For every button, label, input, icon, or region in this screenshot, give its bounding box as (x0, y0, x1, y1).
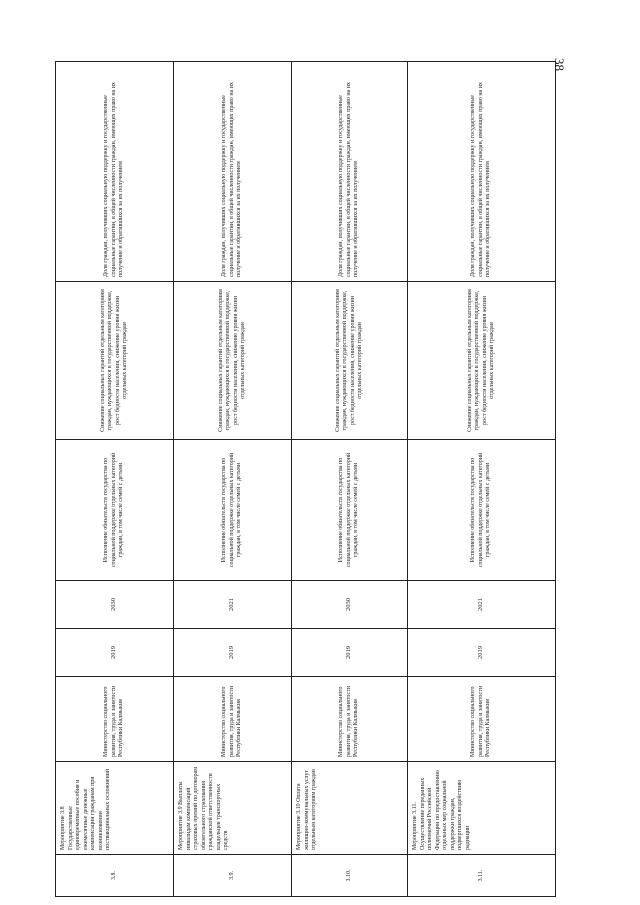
row-number: 3.10. (292, 855, 408, 897)
measure-name: Мероприятие 3.9 Выплаты инвалидам компенсаций страховых премий по договорам обязательного страхования гражданской ответственности владельцев транспортных средств (174, 762, 292, 855)
non-implementation-consequences: Снижение социальных гарантий отдельным категориям граждан, нуждающихся в государственной поддержке, рост бедности населения, снижение уровня жизни отдельных категорий граждан (56, 282, 174, 440)
rotated-table-container (55, 62, 555, 897)
end-year: 2021 (408, 581, 556, 629)
start-year: 2019 (408, 629, 556, 677)
row-number: 3.8. (56, 855, 174, 897)
end-year: 2021 (174, 581, 292, 629)
expected-result: Исполнение обязательств государства по социальной поддержке отдельных категорий граждан, в том числе семей с детьми (56, 440, 174, 581)
page-number: 38 (552, 58, 567, 71)
row-number: 3.9. (174, 855, 292, 897)
expected-result: Исполнение обязательств государства по социальной поддержке отдельных категорий граждан, в том числе семей с детьми (174, 440, 292, 581)
non-implementation-consequences: Снижение социальных гарантий отдельным категориям граждан, нуждающихся в государственной поддержке, рост бедности населения, снижение уровня жизни отдельных категорий граждан (408, 282, 556, 440)
start-year: 2019 (174, 629, 292, 677)
measure-name: Мероприятие 3.11. Осуществление переданных полномочий Российской Федерации по предоставлению отдельных мер социальной поддержки граждан, подвергшихся воздействию радиации (408, 762, 556, 855)
non-implementation-consequences: Снижение социальных гарантий отдельным категориям граждан, нуждающихся в государственной поддержке, рост бедности населения, снижение уровня жизни отдельных категорий граждан (292, 282, 408, 440)
executor: Министерство социального развития, труда и занятости Республики Калмыкия (56, 677, 174, 762)
measure-name: Мероприятие 3.8 Государственные единовременные пособия и ежемесячные денежные компенсации гражданам при возникновении поствакцинальных осложнений (56, 762, 174, 855)
expected-result: Исполнение обязательств государства по социальной поддержке отдельных категорий граждан, в том числе семей с детьми (292, 440, 408, 581)
start-year: 2019 (292, 629, 408, 677)
table-row (408, 62, 556, 897)
linked-indicator: Доля граждан, получивших социальную поддержку и государственные социальные гарантии, в общей численности граждан, имеющих право на их получение и обратившихся за их получением (174, 62, 292, 282)
linked-indicator: Доля граждан, получивших социальную поддержку и государственные социальные гарантии, в общей численности граждан, имеющих право на их получение и обратившихся за их получением (292, 62, 408, 282)
non-implementation-consequences: Снижение социальных гарантий отдельным категориям граждан, нуждающихся в государственной поддержке, рост бедности населения, снижение уровня жизни отдельных категорий граждан (174, 282, 292, 440)
linked-indicator: Доля граждан, получивших социальную поддержку и государственные социальные гарантии, в общей численности граждан, имеющих право на их получение и обратившихся за их получением (408, 62, 556, 282)
end-year: 2030 (292, 581, 408, 629)
executor: Министерство социального развития, труда и занятости Республики Калмыкия (174, 677, 292, 762)
expected-result: Исполнение обязательств государства по социальной поддержке отдельных категорий граждан, в том числе семей с детьми (408, 440, 556, 581)
table-row (56, 62, 174, 897)
executor: Министерство социального развития, труда и занятости Республики Калмыкия (292, 677, 408, 762)
end-year: 2030 (56, 581, 174, 629)
linked-indicator: Доля граждан, получивших социальную поддержку и государственные социальные гарантии, в общей численности граждан, имеющих право на их получение и обратившихся за их получением (56, 62, 174, 282)
executor: Министерство социального развития, труда и занятости Республики Калмыкия (408, 677, 556, 762)
table-row (174, 62, 292, 897)
document-table-area (55, 62, 555, 897)
table-row (292, 62, 408, 897)
measure-name: Мероприятие 3.10 Оплата жилищно-коммунальных услуг отдельным категориям граждан (292, 762, 408, 855)
start-year: 2019 (56, 629, 174, 677)
program-measures-table (55, 61, 556, 897)
row-number: 3.11. (408, 855, 556, 897)
